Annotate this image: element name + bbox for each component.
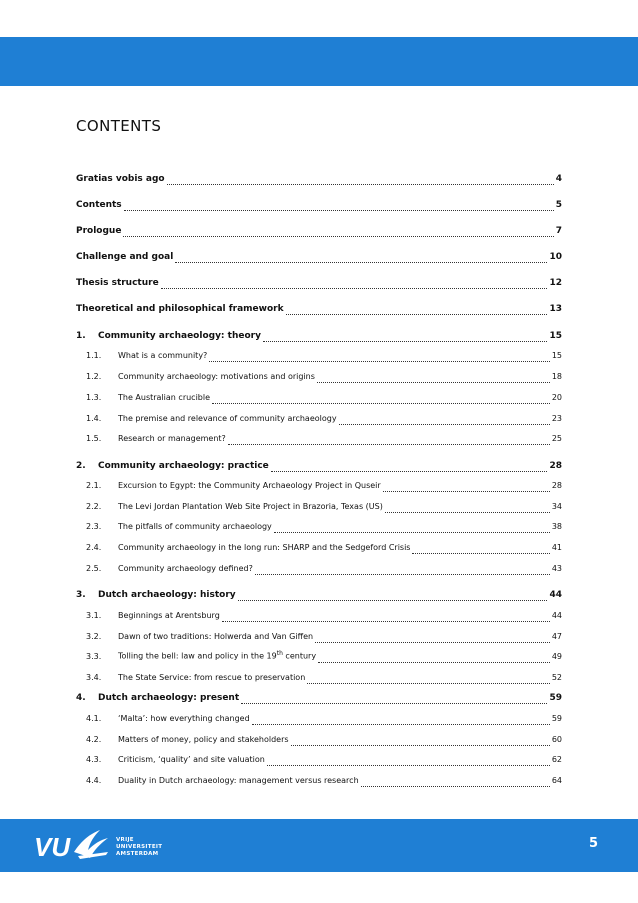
toc-number: 2.4. — [86, 543, 102, 552]
toc-entry[interactable] — [76, 197, 562, 211]
toc-leader-dots — [252, 715, 550, 725]
toc-leader-dots — [238, 591, 548, 601]
toc-leader-dots — [167, 175, 554, 185]
toc-page-number: 7 — [555, 226, 562, 236]
toc-leader-dots — [222, 612, 550, 622]
toc-page-number: 15 — [549, 331, 562, 341]
toc-title: Beginnings at Arentsburg — [118, 611, 220, 620]
toc-page-number: 28 — [549, 461, 562, 471]
toc-leader-dots — [209, 352, 550, 362]
toc-number: 1.4. — [86, 414, 102, 423]
toc-number: 3.4. — [86, 673, 102, 682]
toc-number: 2.5. — [86, 564, 102, 573]
toc-leader-dots — [263, 332, 547, 342]
toc-title: Community archaeology defined? — [118, 564, 253, 573]
toc-subsection[interactable] — [76, 752, 562, 766]
logo-line: AMSTERDAM — [116, 851, 159, 857]
logo-line: VRIJE — [116, 837, 134, 843]
vu-logo-icon — [34, 826, 114, 866]
toc-leader-dots — [291, 736, 550, 746]
toc-title: The State Service: from rescue to preservation — [118, 673, 306, 682]
toc-page-number: 59 — [549, 693, 562, 703]
toc-page-number: 12 — [549, 278, 562, 288]
toc-section[interactable] — [76, 328, 562, 342]
toc-leader-dots — [255, 565, 550, 575]
toc-subsection[interactable] — [76, 711, 562, 725]
toc-page-number: 34 — [551, 502, 562, 511]
toc-leader-dots — [315, 633, 550, 643]
toc-page-number: 62 — [551, 755, 562, 764]
toc-number: 3.2. — [86, 632, 102, 641]
toc-entry[interactable] — [76, 223, 562, 237]
toc-number: 1.1. — [86, 351, 102, 360]
toc-entry[interactable] — [76, 249, 562, 263]
toc-title: Tolling the bell: law and policy in the 19th century — [118, 650, 317, 661]
toc-page-number: 20 — [551, 393, 562, 402]
toc-title: Dutch archaeology: history — [98, 590, 236, 600]
toc-page-number: 41 — [551, 543, 562, 552]
toc-page-number: 43 — [551, 564, 562, 573]
toc-number: 4.1. — [86, 714, 102, 723]
toc-page-number: 44 — [549, 590, 562, 600]
toc-subsection[interactable] — [76, 390, 562, 404]
toc-title: Matters of money, policy and stakeholders — [118, 735, 289, 744]
toc-subsection[interactable] — [76, 629, 562, 643]
toc-leader-dots — [317, 373, 550, 383]
toc-number: 2. — [76, 461, 86, 471]
toc-title: The Levi Jordan Plantation Web Site Project in Brazoria, Texas (US) — [118, 502, 383, 511]
toc-entry[interactable] — [76, 275, 562, 289]
toc-page-number: 18 — [551, 372, 562, 381]
toc-page-number: 15 — [551, 351, 562, 360]
toc-subsection[interactable] — [76, 431, 562, 445]
toc-number: 4.3. — [86, 755, 102, 764]
toc-leader-dots — [286, 305, 548, 315]
toc-page-number: 5 — [555, 200, 562, 210]
toc-leader-dots — [124, 201, 554, 211]
toc-leader-dots — [271, 462, 548, 472]
toc-page-number: 38 — [551, 522, 562, 531]
toc-title: Challenge and goal — [76, 252, 174, 262]
toc-title: Theoretical and philosophical framework — [76, 304, 284, 314]
page-title: CONTENTS — [76, 117, 162, 135]
toc-number: 1.2. — [86, 372, 102, 381]
toc-section[interactable] — [76, 690, 562, 704]
vu-logo — [34, 826, 174, 866]
toc-number: 2.2. — [86, 502, 102, 511]
toc-leader-dots — [318, 653, 550, 663]
toc-subsection[interactable] — [76, 499, 562, 513]
toc-page-number: 25 — [551, 434, 562, 443]
toc-page-number: 52 — [551, 673, 562, 682]
toc-page-number: 60 — [551, 735, 562, 744]
toc-section[interactable] — [76, 587, 562, 601]
toc-entry[interactable] — [76, 301, 562, 315]
toc-leader-dots — [123, 227, 553, 237]
toc-page-number: 10 — [549, 252, 562, 262]
toc-page-number: 59 — [551, 714, 562, 723]
toc-subsection[interactable] — [76, 773, 562, 787]
toc-page-number: 28 — [551, 481, 562, 490]
toc-leader-dots — [228, 435, 550, 445]
toc-title: Excursion to Egypt: the Community Archaeology Project in Quseir — [118, 481, 381, 490]
toc-subsection[interactable] — [76, 540, 562, 554]
toc-number: 3.3. — [86, 652, 102, 661]
toc-number: 1.3. — [86, 393, 102, 402]
toc-entry[interactable] — [76, 171, 562, 185]
toc-title: ‘Malta’: how everything changed — [118, 714, 250, 723]
toc-leader-dots — [175, 253, 547, 263]
toc-title: Community archaeology: theory — [98, 331, 261, 341]
toc-title: Contents — [76, 200, 122, 210]
toc-subsection[interactable] — [76, 411, 562, 425]
toc-subsection[interactable] — [76, 348, 562, 362]
header-band — [0, 37, 638, 86]
toc-page-number: 23 — [551, 414, 562, 423]
toc-subsection[interactable] — [76, 369, 562, 383]
toc-title: Criticism, ‘quality’ and site valuation — [118, 755, 265, 764]
toc-title: Research or management? — [118, 434, 226, 443]
page-number: 5 — [588, 836, 598, 851]
toc-title: Duality in Dutch archaeology: management versus research — [118, 776, 359, 785]
toc-title: The premise and relevance of community archaeology — [118, 414, 337, 423]
toc-subsection[interactable] — [76, 649, 562, 663]
footer-band — [0, 819, 638, 872]
toc-subsection[interactable] — [76, 561, 562, 575]
toc-leader-dots — [274, 523, 550, 533]
toc-number: 1. — [76, 331, 86, 341]
vu-logo-letters: VU — [34, 832, 71, 862]
toc-title: The pitfalls of community archaeology — [118, 522, 272, 531]
toc-title: Community archaeology: practice — [98, 461, 269, 471]
logo-line: UNIVERSITEIT — [116, 844, 163, 850]
toc-subsection[interactable] — [76, 519, 562, 533]
toc-title: Dutch archaeology: present — [98, 693, 240, 703]
toc-title: Community archaeology in the long run: SHARP and the Sedgeford Crisis — [118, 543, 411, 552]
toc-title: Dawn of two traditions: Holwerda and Van Giffen — [118, 632, 314, 641]
toc-title: Thesis structure — [76, 278, 159, 288]
toc-leader-dots — [383, 482, 550, 492]
toc-number: 4. — [76, 693, 86, 703]
toc-leader-dots — [212, 394, 550, 404]
toc-page-number: 49 — [551, 652, 562, 661]
toc-number: 3. — [76, 590, 86, 600]
toc-leader-dots — [385, 503, 550, 513]
toc-title: Prologue — [76, 226, 122, 236]
toc-number: 2.1. — [86, 481, 102, 490]
toc-leader-dots — [307, 674, 550, 684]
toc-leader-dots — [267, 756, 550, 766]
toc-page-number: 4 — [555, 174, 562, 184]
toc-number: 1.5. — [86, 434, 102, 443]
toc-title: What is a community? — [118, 351, 208, 360]
toc-number: 3.1. — [86, 611, 102, 620]
toc-number: 4.4. — [86, 776, 102, 785]
university-name — [116, 837, 162, 858]
toc-title: Gratias vobis ago — [76, 174, 165, 184]
toc-number: 4.2. — [86, 735, 102, 744]
toc-leader-dots — [412, 544, 549, 554]
toc-page-number: 13 — [549, 304, 562, 314]
toc-page-number: 64 — [551, 776, 562, 785]
toc-subsection[interactable] — [76, 732, 562, 746]
toc-leader-dots — [161, 279, 548, 289]
toc-page-number: 44 — [551, 611, 562, 620]
toc-subsection[interactable] — [76, 478, 562, 492]
toc-number: 2.3. — [86, 522, 102, 531]
toc-leader-dots — [361, 777, 550, 787]
toc-subsection[interactable] — [76, 608, 562, 622]
toc-title: Community archaeology: motivations and origins — [118, 372, 315, 381]
toc-section[interactable] — [76, 458, 562, 472]
toc-title-superscript: th — [276, 650, 283, 658]
toc-leader-dots — [241, 694, 547, 704]
toc-subsection[interactable] — [76, 670, 562, 684]
toc-leader-dots — [339, 415, 550, 425]
toc-title: The Australian crucible — [118, 393, 211, 402]
toc-page-number: 47 — [551, 632, 562, 641]
